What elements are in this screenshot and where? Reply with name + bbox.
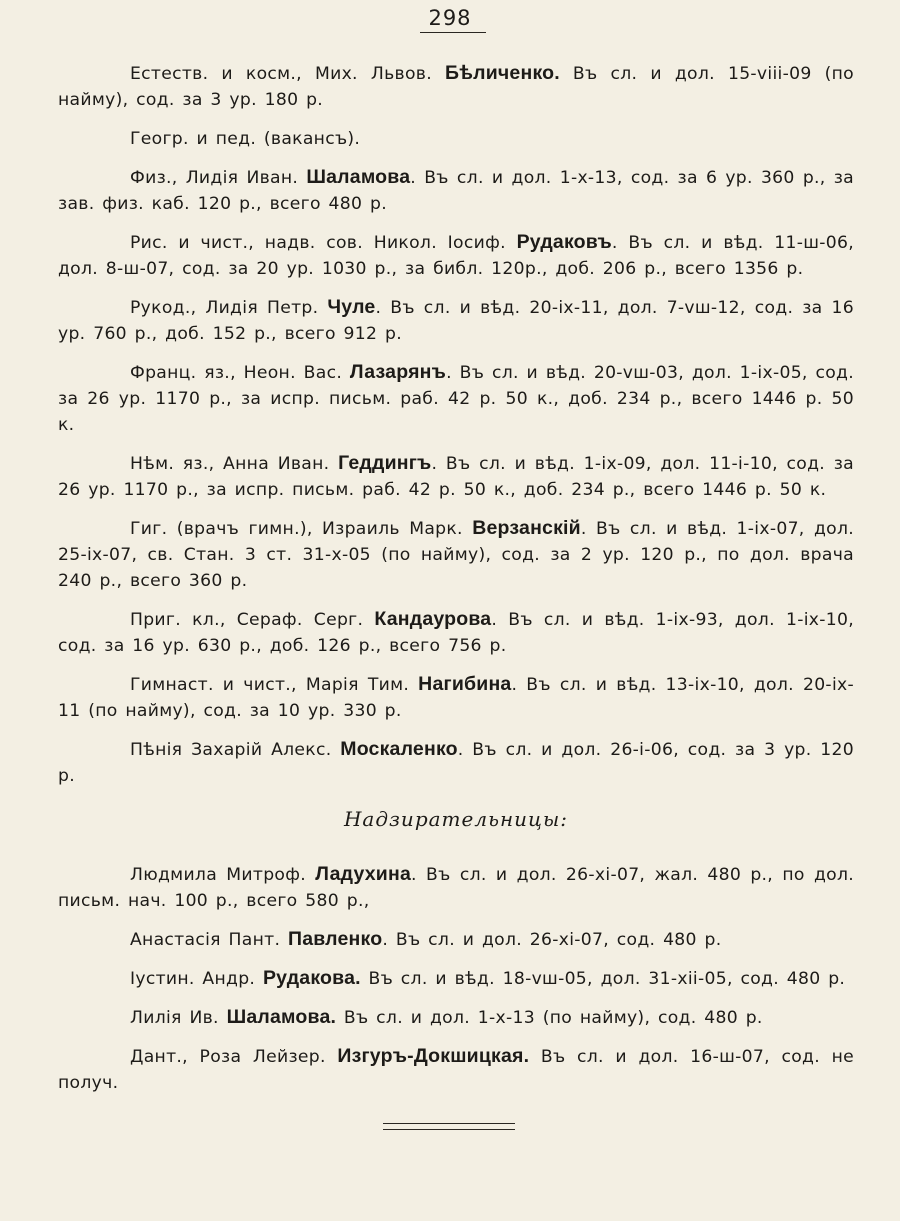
entry-service-details: Въ сл. и дол. 16-ш-07, сод. не получ.	[58, 1047, 855, 1093]
entry-surname: Шаламова	[306, 166, 411, 188]
entry-service-details: . Въ сл. и вѣд. 1-ix-07, дол. 25-ix-07, св. Стан. 3 ст. 31-x-05 (по найму), сод. за 2 ур. 120 р., по дол. врача 240 р., всего 360 р.	[58, 519, 854, 591]
entry-position-and-name: Нѣм. яз., Анна Иван.	[130, 454, 339, 474]
section-heading: Надзирательницы:	[343, 807, 569, 831]
entry-service-details: . Въ сл. и дол. 26-xi-07, жал. 480 р., по дол. письм. нач. 100 р., всего 580 р.,	[58, 865, 854, 911]
entry-position-and-name: Геогр. и пед. (вакансъ).	[130, 129, 361, 149]
entry-surname: Ладухина	[315, 863, 412, 885]
entry-position-and-name: Лилія Ив.	[130, 1008, 227, 1028]
entry-surname: Рудаковъ	[516, 231, 612, 253]
entry-service-details: Въ сл. и дол. 15-viii-09 (по найму), сод. за 3 ур. 180 р.	[58, 64, 855, 110]
entry-service-details: . Въ сл. и дол. 1-x-13, сод. за 6 ур. 360 р., за зав. физ. каб. 120 р., всего 480 р.	[58, 168, 854, 214]
entry-service-details: . Въ сл. и вѣд. 20-ix-11, дол. 7-vш-12, сод. за 16 ур. 760 р., доб. 152 р., всего 912 р.	[58, 298, 854, 344]
entry-position-and-name: Анастасія Пант.	[130, 930, 288, 950]
entry-position-and-name: Рис. и чист., надв. сов. Никол. Іосиф.	[130, 233, 517, 253]
page-number: 298	[428, 6, 472, 30]
entry-position-and-name: Пѣнія Захарій Алекс.	[130, 740, 341, 760]
entry-surname: Геддингъ	[338, 452, 432, 474]
entry-service-details: . Въ сл. и вѣд. 1-ix-93, дол. 1-ix-10, сод. за 16 ур. 630 р., доб. 126 р., всего 756 р.	[58, 610, 854, 656]
staff-entry	[58, 125, 854, 152]
staff-entry	[58, 164, 854, 217]
page-number-underline	[420, 32, 486, 33]
staff-list	[58, 60, 854, 1108]
staff-entry	[58, 294, 854, 347]
staff-entry	[58, 671, 854, 724]
entry-surname: Бѣличенко.	[445, 62, 560, 84]
entry-position-and-name: Гиг. (врачъ гимн.), Израиль Марк.	[130, 519, 473, 539]
staff-entry	[58, 450, 854, 503]
supervisor-entry	[58, 1004, 854, 1031]
entry-surname: Лазарянъ	[349, 361, 447, 383]
entry-service-details: Въ сл. и дол. 1-x-13 (по найму), сод. 480 р.	[336, 1008, 763, 1028]
entry-service-details: Въ сл. и вѣд. 18-vш-05, дол. 31-xii-05, сод. 480 р.	[360, 969, 846, 989]
staff-entry	[58, 515, 854, 594]
entry-surname: Чуле	[327, 296, 376, 318]
entry-surname: Шаламова.	[226, 1006, 337, 1028]
supervisor-entry	[58, 1043, 854, 1096]
entry-surname: Москаленко	[340, 738, 458, 760]
entry-service-details: . Въ сл. и вѣд. 1-ix-09, дол. 11-i-10, сод. за 26 ур. 1170 р., за испр. письм. раб. 42 р. 50 к., доб. 234 р., всего 1446 р. 50 к.	[58, 454, 855, 500]
entry-service-details: . Въ сл. и дол. 26-xi-07, сод. 480 р.	[382, 930, 722, 950]
closing-double-rule	[383, 1123, 515, 1130]
entry-service-details: . Въ сл. и вѣд. 20-vш-03, дол. 1-ix-05, сод. за 26 ур. 1170 р., за испр. письм. раб. 42 р. 50 к., доб. 234 р., всего 1446 р. 50 к.	[58, 363, 855, 435]
supervisor-entry	[58, 861, 854, 914]
entry-surname: Нагибина	[418, 673, 512, 695]
supervisor-entry	[58, 926, 854, 953]
entry-position-and-name: Рукод., Лидія Петр.	[130, 298, 328, 318]
entry-position-and-name: Іустин. Андр.	[130, 969, 263, 989]
entry-position-and-name: Дант., Роза Лейзер.	[130, 1047, 338, 1067]
staff-entry	[58, 736, 854, 789]
entry-surname: Кандаурова	[374, 608, 492, 630]
entry-position-and-name: Физ., Лидія Иван.	[130, 168, 307, 188]
entry-position-and-name: Естеств. и косм., Мих. Львов.	[130, 64, 446, 84]
entry-surname: Павленко	[287, 928, 383, 950]
staff-entry	[58, 606, 854, 659]
entry-service-details: . Въ сл. и дол. 26-i-06, сод. за 3 ур. 120 р.	[58, 740, 854, 786]
entry-position-and-name: Гимнаст. и чист., Марія Тим.	[130, 675, 419, 695]
entry-position-and-name: Людмила Митроф.	[130, 865, 316, 885]
entry-position-and-name: Франц. яз., Неон. Вас.	[130, 363, 350, 383]
entry-surname: Изгуръ-Докшицкая.	[337, 1045, 530, 1067]
entry-surname: Верзанскій	[472, 517, 581, 539]
entry-service-details: . Въ сл. и вѣд. 13-ix-10, дол. 20-ix-11 (по найму), сод. за 10 ур. 330 р.	[58, 675, 854, 721]
entry-position-and-name: Приг. кл., Сераф. Серг.	[130, 610, 375, 630]
supervisor-entry	[58, 965, 854, 992]
entry-service-details: . Въ сл. и вѣд. 11-ш-06, дол. 8-ш-07, сод. за 20 ур. 1030 р., за библ. 120р., доб. 206 р., всего 1356 р.	[58, 233, 854, 279]
staff-entry	[58, 60, 854, 113]
staff-entry	[58, 229, 854, 282]
staff-entry	[58, 359, 854, 438]
entry-surname: Рудакова.	[262, 967, 361, 989]
